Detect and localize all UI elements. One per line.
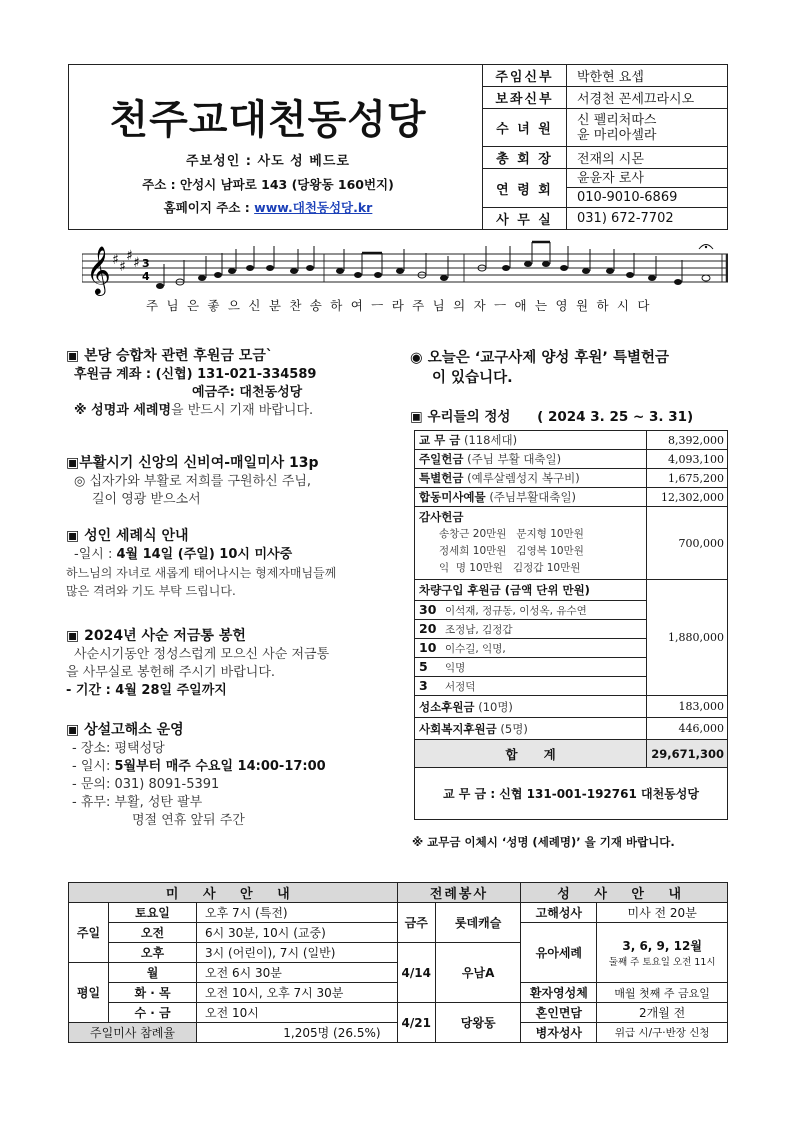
row-amount: 4,093,100 xyxy=(647,450,728,469)
special-collection xyxy=(410,348,740,388)
sacrament-header: 성 사 안 내 xyxy=(521,883,728,903)
mass-time: 오후 7시 (특전) xyxy=(197,903,398,923)
attendance-value: 1,205명 (26.5%) xyxy=(197,1023,398,1043)
thanks-label: 감사헌금 xyxy=(419,510,464,524)
confession-holiday: 명절 연휴 앞뒤 주간 xyxy=(132,813,245,828)
bus-fund-note: 을 반드시 기재 바랍니다. xyxy=(171,403,314,418)
altar-when: 4/21 xyxy=(397,1003,435,1043)
offering-period: ( 2024 3. 25 ~ 3. 31) xyxy=(537,409,694,425)
svg-text:♯: ♯ xyxy=(119,259,126,275)
vehicle-label: 차량구입 후원금 (금액 단위 만원) xyxy=(415,580,646,601)
confession-time: 5월부터 매주 수요일 14:00-17:00 xyxy=(114,759,326,774)
sunday-label: 주일 xyxy=(69,903,109,963)
staff-name: 전재의 시몬 xyxy=(567,147,728,169)
row-label: 주일헌금 xyxy=(419,452,464,466)
baptism-date-label: -일시 : xyxy=(74,547,117,562)
thanks-donors: 송창근 20만원 문지형 10만원 xyxy=(439,528,584,540)
vehicle-amount: 1,880,000 xyxy=(647,580,728,696)
row-detail: (주님부활대축일) xyxy=(489,490,577,504)
svg-text:♯: ♯ xyxy=(133,255,140,271)
mass-time: 6시 30분, 10시 (교중) xyxy=(197,923,398,943)
staff-role: 보좌신부 xyxy=(483,87,567,109)
weekday-label: 평일 xyxy=(69,963,109,1023)
hymn-lyrics: 주님은좋으신분찬송하여ㅡ라주님의자ㅡ애는영원하시다 xyxy=(146,298,658,313)
sacrament-name: 고해성사 xyxy=(521,903,597,923)
total-row xyxy=(415,740,728,768)
staff-name: 박한현 요셉 xyxy=(567,65,728,87)
sacrament-name: 환자영성체 xyxy=(521,983,597,1003)
table-row xyxy=(415,431,728,450)
altar-who: 롯데캐슬 xyxy=(435,903,520,943)
table-row xyxy=(415,488,728,507)
sister-1: 신 펠리처따스 xyxy=(577,112,657,128)
total-label: 합 계 xyxy=(415,740,647,768)
table-row xyxy=(415,507,728,580)
altar-who: 우남A xyxy=(435,943,520,1003)
staff-name: 서경천 꼰세끄라시오 xyxy=(567,87,728,109)
row-label: 교 무 금 xyxy=(419,433,461,447)
easter-section xyxy=(66,453,396,509)
bus-fund-holder: 예금주: 대천동성당 xyxy=(192,385,303,400)
row-amount: 446,000 xyxy=(647,718,728,740)
confession-contact: - 문의: 031) 8091-5391 xyxy=(72,777,220,792)
confession-place: - 장소: 평택성당 xyxy=(72,741,165,756)
mass-day: 화 · 목 xyxy=(109,983,197,1003)
sacrament-name: 유아세례 xyxy=(521,923,597,983)
vehicle-tier: 10 xyxy=(419,640,437,655)
office-phone: 031) 672-7702 xyxy=(567,208,728,230)
patron-saint: 주보성인 : 사도 성 베드로 xyxy=(186,154,350,169)
sacrament-info: 2개월 전 xyxy=(597,1003,728,1023)
easter-line: 길이 영광 받으소서 xyxy=(92,492,201,507)
thanks-amount: 700,000 xyxy=(647,507,728,580)
altar-when: 4/14 xyxy=(397,943,435,1003)
row-detail: (예루살렘성지 복구비) xyxy=(467,471,580,485)
row-amount: 183,000 xyxy=(647,696,728,718)
mass-day: 수 · 금 xyxy=(109,1003,197,1023)
baptism-date: 4월 14일 (주일) 10시 미사중 xyxy=(116,547,293,562)
mass-header: 미 사 안 내 xyxy=(69,883,398,903)
vehicle-donors: 서정덕 xyxy=(445,681,476,693)
offering-header xyxy=(410,405,730,425)
lent-line: 을 사무실로 봉헌해 주시기 바랍니다. xyxy=(66,665,276,680)
altar-when: 금주 xyxy=(397,903,435,943)
vehicle-tier: 5 xyxy=(419,659,428,674)
lent-line: 사순시기동안 정성스럽게 모으신 사순 저금통 xyxy=(74,647,330,662)
memorial-phone: 010-9010-6869 xyxy=(577,190,678,205)
easter-title: ▣부활시기 신앙의 신비여-매일미사 13p xyxy=(66,455,319,471)
lent-title: ▣ 2024년 사순 저금통 봉헌 xyxy=(66,628,246,644)
easter-line: ◎ 십자가와 부활로 저희를 구원하신 주님, xyxy=(74,474,312,489)
baptism-title: ▣ 성인 세례식 안내 xyxy=(66,528,189,544)
bus-fund-account: 후원금 계좌 : (신협) 131-021-334589 xyxy=(74,367,317,382)
lent-period: 4월 28일 주일까지 xyxy=(115,683,227,698)
confession-section xyxy=(66,720,396,830)
altar-header: 전례봉사 xyxy=(397,883,521,903)
sister-2: 윤 마리아셀라 xyxy=(577,127,657,143)
mass-day: 오후 xyxy=(109,943,197,963)
staff-name xyxy=(567,169,728,208)
schedule-table xyxy=(68,882,728,1043)
bus-fund-section xyxy=(66,346,396,420)
row-amount: 12,302,000 xyxy=(647,488,728,507)
row-amount: 1,675,200 xyxy=(647,469,728,488)
baptism-time: 둘째 주 토요일 오전 11시 xyxy=(608,957,716,968)
staff-role: 사 무 실 xyxy=(483,208,567,230)
table-row xyxy=(415,450,728,469)
account-row xyxy=(415,768,728,820)
svg-text:♯: ♯ xyxy=(126,248,133,264)
mass-time: 3시 (어린이), 7시 (일반) xyxy=(197,943,398,963)
staff-role: 총 회 장 xyxy=(483,147,567,169)
lent-section xyxy=(66,626,396,700)
thanks-donors: 정세희 10만원 김영복 10만원 xyxy=(439,545,584,557)
confession-title: ▣ 상설고해소 운영 xyxy=(66,722,184,738)
dues-note: ※ 교무금 이체시 ‘성명 (세례명)’ 을 기재 바랍니다. xyxy=(412,835,675,849)
staff-role: 수 녀 원 xyxy=(483,109,567,147)
memorial-head: 윤윤자 로사 xyxy=(567,169,727,188)
sacrament-info xyxy=(597,923,728,983)
vehicle-donors: 익명 xyxy=(445,662,466,674)
vehicle-tier: 30 xyxy=(419,602,437,617)
svg-text:𝄞: 𝄞 xyxy=(86,245,111,294)
mass-time: 오전 10시 xyxy=(197,1003,398,1023)
baptism-line: 하느님의 자녀로 새롭게 태어나시는 형제자매님들께 xyxy=(66,566,337,580)
row-label: 합동미사예물 xyxy=(419,490,486,504)
mass-day: 오전 xyxy=(109,923,197,943)
altar-who: 당왕동 xyxy=(435,1003,520,1043)
row-detail: (주님 부활 대축일) xyxy=(467,452,562,466)
lent-period-label: - 기간 : xyxy=(66,683,116,698)
homepage-link[interactable]: www.대천동성당.kr xyxy=(254,200,373,215)
row-detail: (5명) xyxy=(500,721,528,736)
row-detail: (118세대) xyxy=(464,433,518,447)
bus-fund-note-bold: ※ 성명과 세례명 xyxy=(74,403,172,418)
table-row xyxy=(415,580,728,696)
svg-text:3: 3 xyxy=(142,257,150,270)
mass-day: 월 xyxy=(109,963,197,983)
homepage-label: 홈페이지 주소 : xyxy=(163,200,255,215)
bus-fund-title: ▣ 본당 승합차 관련 후원금 모금` xyxy=(66,348,273,364)
dues-account: 교 무 금 : 신협 131-001-192761 대천동성당 xyxy=(415,768,728,820)
special-line: ◉ 오늘은 ‘교구사제 양성 후원’ 특별헌금 xyxy=(410,350,670,366)
staff-name xyxy=(567,109,728,147)
mass-time: 오전 10시, 오후 7시 30분 xyxy=(197,983,398,1003)
vehicle-donors: 이수길, 익명, xyxy=(445,643,506,655)
offering-table xyxy=(414,430,728,820)
sacrament-name: 혼인면담 xyxy=(521,1003,597,1023)
row-label: 사회복지후원금 xyxy=(419,721,497,736)
baptism-months: 3, 6, 9, 12월 xyxy=(622,939,702,953)
sacrament-info: 매월 첫째 주 금요일 xyxy=(597,983,728,1003)
sacrament-info: 미사 전 20분 xyxy=(597,903,728,923)
address: 주소 : 안성시 남파로 143 (당왕동 160번지) xyxy=(142,177,394,192)
baptism-section xyxy=(66,526,396,600)
offering-title: ▣ 우리들의 정성 xyxy=(410,409,511,425)
special-line: 이 있습니다. xyxy=(432,370,513,386)
confession-time-label: - 일시: xyxy=(72,759,115,774)
staff-table xyxy=(482,64,728,230)
vehicle-donors: 이석재, 정규동, 이성옥, 유수연 xyxy=(445,605,587,617)
vehicle-tier: 20 xyxy=(419,621,437,636)
attendance-label: 주일미사 참례율 xyxy=(69,1023,197,1043)
vehicle-donors: 조정남, 김정갑 xyxy=(445,624,513,636)
sacrament-info: 위급 시/구·반장 신청 xyxy=(597,1023,728,1043)
row-amount: 8,392,000 xyxy=(647,431,728,450)
thanks-donors: 익 명 10만원 김정갑 10만원 xyxy=(439,562,581,574)
svg-text:4: 4 xyxy=(142,270,150,283)
church-name: 천주교대천동성당 xyxy=(109,97,427,143)
vehicle-tier: 3 xyxy=(419,678,428,693)
table-row xyxy=(415,718,728,740)
total-amount: 29,671,300 xyxy=(647,740,728,768)
homepage xyxy=(90,198,446,216)
table-row xyxy=(415,696,728,718)
row-label: 특별헌금 xyxy=(419,471,464,485)
staff-role: 주임신부 xyxy=(483,65,567,87)
confession-holiday: - 휴무: 부활, 성탄 팔부 xyxy=(72,795,203,810)
mass-time: 오전 6시 30분 xyxy=(197,963,398,983)
row-label: 성소후원금 xyxy=(419,699,475,714)
row-detail: (10명) xyxy=(478,699,513,714)
staff-role: 연 령 회 xyxy=(483,169,567,208)
mass-day: 토요일 xyxy=(109,903,197,923)
svg-text:♯: ♯ xyxy=(112,252,119,268)
baptism-line: 많은 격려와 기도 부탁 드립니다. xyxy=(66,584,236,598)
sacrament-name: 병자성사 xyxy=(521,1023,597,1043)
table-row xyxy=(415,469,728,488)
